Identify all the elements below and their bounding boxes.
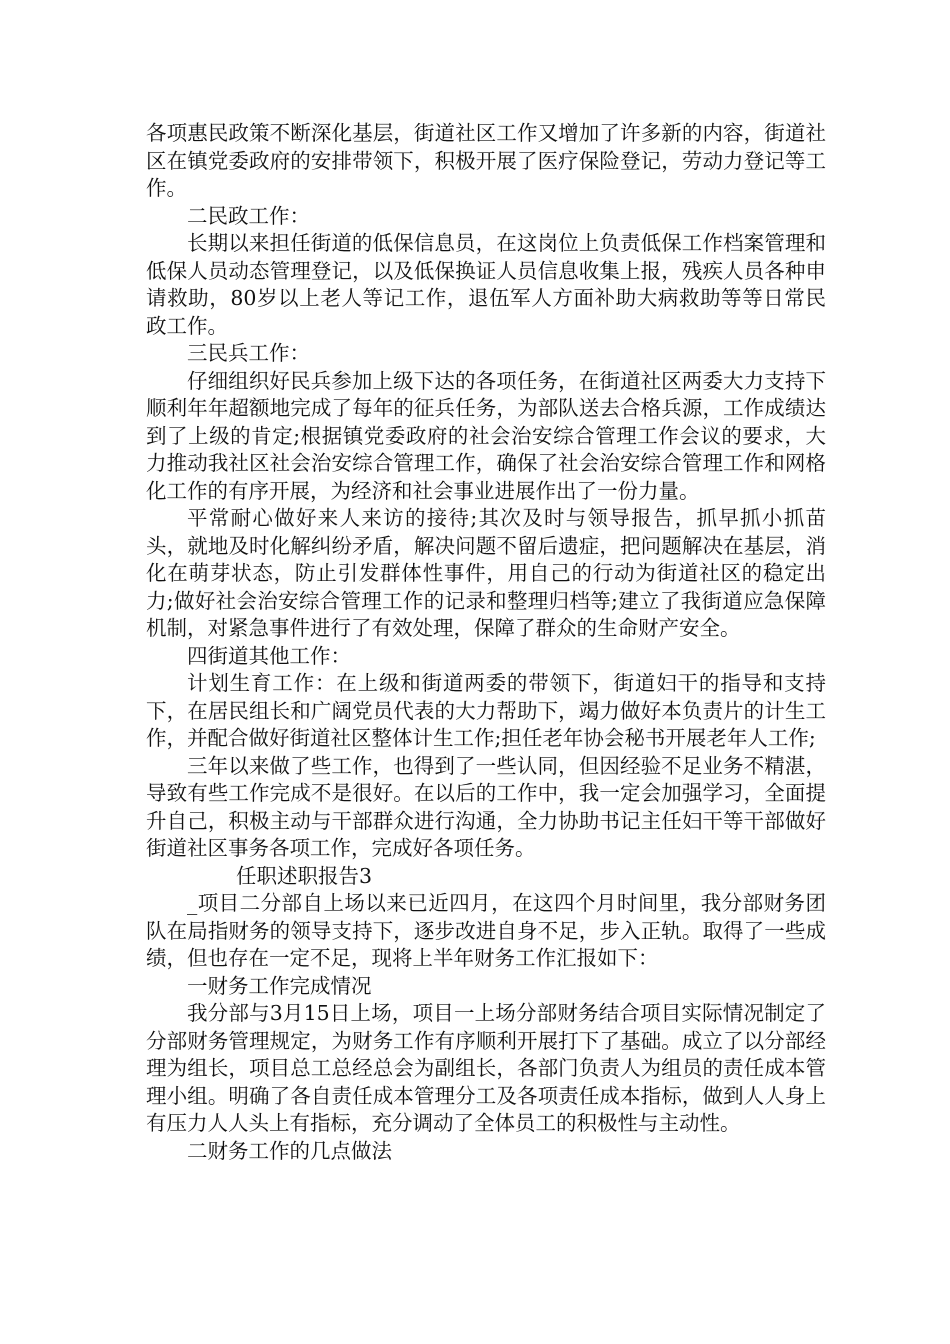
heading-militia: 三民兵工作： [187,341,310,365]
report-title: 任职述职报告3 [236,863,373,888]
paragraph-civil-affairs: 长期以来担任街道的低保信息员，在这岗位上负责低保工作档案管理和低保人员动态管理登记，以及低保换证人员信息收集上报，残疾人员各种申请救助，80岁以上老人等记工作，退伍军人方面补助大病救助等等日常民政工作。 [146,231,826,338]
heading-civil-affairs: 二民政工作： [187,203,310,228]
paragraph-reception: 平常耐心做好来人来访的接待;其次及时与领导报告，抓早抓小抓苗头，就地及时化解纠纷矛盾，解决问题不留后遗症，把问题解决在基层，消化在萌芽状态，防止引发群体性事件，用自己的行动为街道社区的稳定出力;做好社会治安综合管理工作的记录和整理归档等;建立了我街道应急保障机制，对紧急事件进行了有效处理，保障了群众的生命财产安全。 [146,506,826,640]
paragraph-finance-completion: 我分部与3月15日上场，项目一上场分部财务结合项目实际情况制定了分部财务管理规定，为财务工作有序顺利开展打下了基础。成立了以分部经理为组长，项目总工总经总会为副组长，各部门负责人为组员的责任成本管理小组。明确了各自责任成本管理分工及各项责任成本指标，做到人人身上有压力人人头上有指标，充分调动了全体员工的积极性与主动性。 [146,1001,826,1135]
paragraph-summary: 三年以来做了些工作，也得到了一些认同，但因经验不足业务不精湛，导致有些工作完成不是很好。在以后的工作中，我一定会加强学习，全面提升自己，积极主动与干部群众进行沟通，全力协助书记主任妇干等干部做好街道社区事务各项工作，完成好各项任务。 [146,753,826,860]
document-page [146,120,826,1165]
paragraph-intro: 各项惠民政策不断深化基层，街道社区工作又增加了许多新的内容，街道社区在镇党委政府的安排带领下，积极开展了医疗保险登记，劳动力登记等工作。 [146,121,826,200]
paragraph-family-planning: 计划生育工作：在上级和街道两委的带领下，街道妇干的指导和支持下，在居民组长和广阔党员代表的大力帮助下，竭力做好本负责片的计生工作，并配合做好街道社区整体计生工作;担任老年协会秘书开展老年人工作; [146,671,826,750]
heading-other-work: 四街道其他工作： [187,643,351,668]
paragraph-militia: 仔细组织好民兵参加上级下达的各项任务，在街道社区两委大力支持下顺利年年超额地完成了每年的征兵任务，为部队送去合格兵源，工作成绩达到了上级的肯定;根据镇党委政府的社会治安综合管理工作会议的要求，大力推动我社区社会治安综合管理工作，确保了社会治安综合管理工作和网格化工作的有序开展，为经济和社会事业进展作出了一份力量。 [146,368,826,503]
heading-finance-completion: 一财务工作完成情况 [187,973,372,998]
paragraph-finance-intro: _项目二分部自上场以来已近四月，在这四个月时间里，我分部财务团队在局指财务的领导支持下，逐步改进自身不足，步入正轨。取得了一些成绩，但也存在一定不足，现将上半年财务工作汇报如下： [146,891,826,970]
heading-finance-practices: 二财务工作的几点做法 [187,1138,392,1163]
